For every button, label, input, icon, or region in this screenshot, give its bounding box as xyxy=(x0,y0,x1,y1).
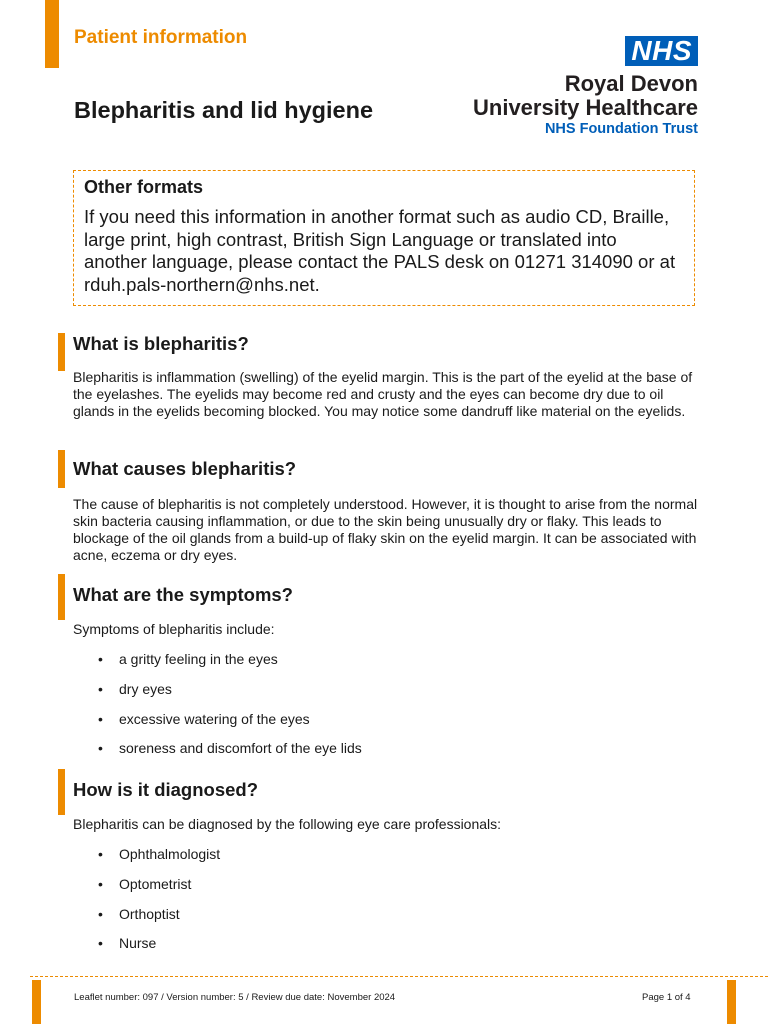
page-number: Page 1 of 4 xyxy=(642,992,691,1003)
page-title: Blepharitis and lid hygiene xyxy=(74,97,374,123)
section-accent-bar xyxy=(58,574,65,620)
section-heading-what-is: What is blepharitis? xyxy=(73,333,249,354)
list-item-text: excessive watering of the eyes xyxy=(119,710,310,727)
section-heading-symptoms: What are the symptoms? xyxy=(73,584,293,605)
header-accent-bar xyxy=(45,0,59,68)
trust-name-line3: NHS Foundation Trust xyxy=(544,121,698,137)
bullet-icon: • xyxy=(98,935,103,952)
bullet-icon: • xyxy=(98,905,103,922)
trust-name-line1: Royal Devon xyxy=(564,71,698,96)
section-body-causes: The cause of blepharitis is not completely understood. However, it is thought to arise from the normal skin bacteria causing inflammation, or due to the skin being unusually dry or flaky. This leads to blockage of the oil glands from a build-up of flaky skin on the eyelid margin. It can be associated with acne, eczema or dry eyes. xyxy=(73,496,698,563)
section-accent-bar xyxy=(58,333,65,371)
list-item xyxy=(73,651,673,681)
list-item-text: Nurse xyxy=(119,935,157,952)
footer-divider xyxy=(30,976,768,977)
list-item-text: soreness and discomfort of the eye lids xyxy=(119,740,362,757)
section-body-what-is: Blepharitis is inflammation (swelling) of the eyelid margin. This is the part of the eyelid at the base of the eyelashes. The eyelids may become red and crusty and the eyes can become dry due to oil glands in the eyelids becoming blocked. You may notice some dandruff like material on the eyelids. xyxy=(73,369,693,419)
symptoms-list xyxy=(73,651,673,770)
list-item-text: a gritty feeling in the eyes xyxy=(119,651,278,667)
list-item xyxy=(73,906,673,936)
section-heading-causes: What causes blepharitis? xyxy=(73,458,297,479)
bullet-icon: • xyxy=(98,740,103,757)
bullet-icon: • xyxy=(98,846,103,862)
footer-accent-bar-left xyxy=(32,980,41,1024)
bullet-icon: • xyxy=(98,710,103,727)
list-item xyxy=(73,876,673,906)
section-body-diagnosis: Blepharitis can be diagnosed by the following eye care professionals: xyxy=(73,816,502,832)
list-item-text: Optometrist xyxy=(119,875,192,892)
list-item xyxy=(73,846,673,876)
section-body-symptoms: Symptoms of blepharitis include: xyxy=(73,621,275,637)
section-accent-bar xyxy=(58,769,65,815)
list-item-text: Orthoptist xyxy=(119,905,180,922)
list-item xyxy=(73,935,673,965)
header-label: Patient information xyxy=(74,27,248,48)
list-item xyxy=(73,711,673,741)
nhs-logo-badge: NHS xyxy=(625,36,698,66)
list-item xyxy=(73,681,673,711)
section-accent-bar xyxy=(58,450,65,488)
bullet-icon: • xyxy=(98,651,103,667)
list-item xyxy=(73,740,673,770)
trust-logo xyxy=(473,36,698,138)
list-item-text: Ophthalmologist xyxy=(119,846,221,862)
leaflet-info: Leaflet number: 097 / Version number: 5 / Review due date: November 2024 xyxy=(74,992,396,1003)
section-heading-diagnosis: How is it diagnosed? xyxy=(73,779,259,800)
bullet-icon: • xyxy=(98,680,103,697)
bullet-icon: • xyxy=(98,875,103,892)
footer-accent-bar-right xyxy=(727,980,736,1024)
trust-name-line2: University Healthcare xyxy=(473,95,698,120)
other-formats-heading: Other formats xyxy=(84,177,204,197)
other-formats-text: If you need this information in another format such as audio CD, Braille, large print, high contrast, British Sign Language or translated into another language, please contact the PALS desk on 01271 314090 or at rduh.pals-northern@nhs.net. xyxy=(84,206,676,295)
list-item-text: dry eyes xyxy=(119,680,172,697)
other-formats-box xyxy=(73,170,695,306)
professionals-list xyxy=(73,846,673,965)
